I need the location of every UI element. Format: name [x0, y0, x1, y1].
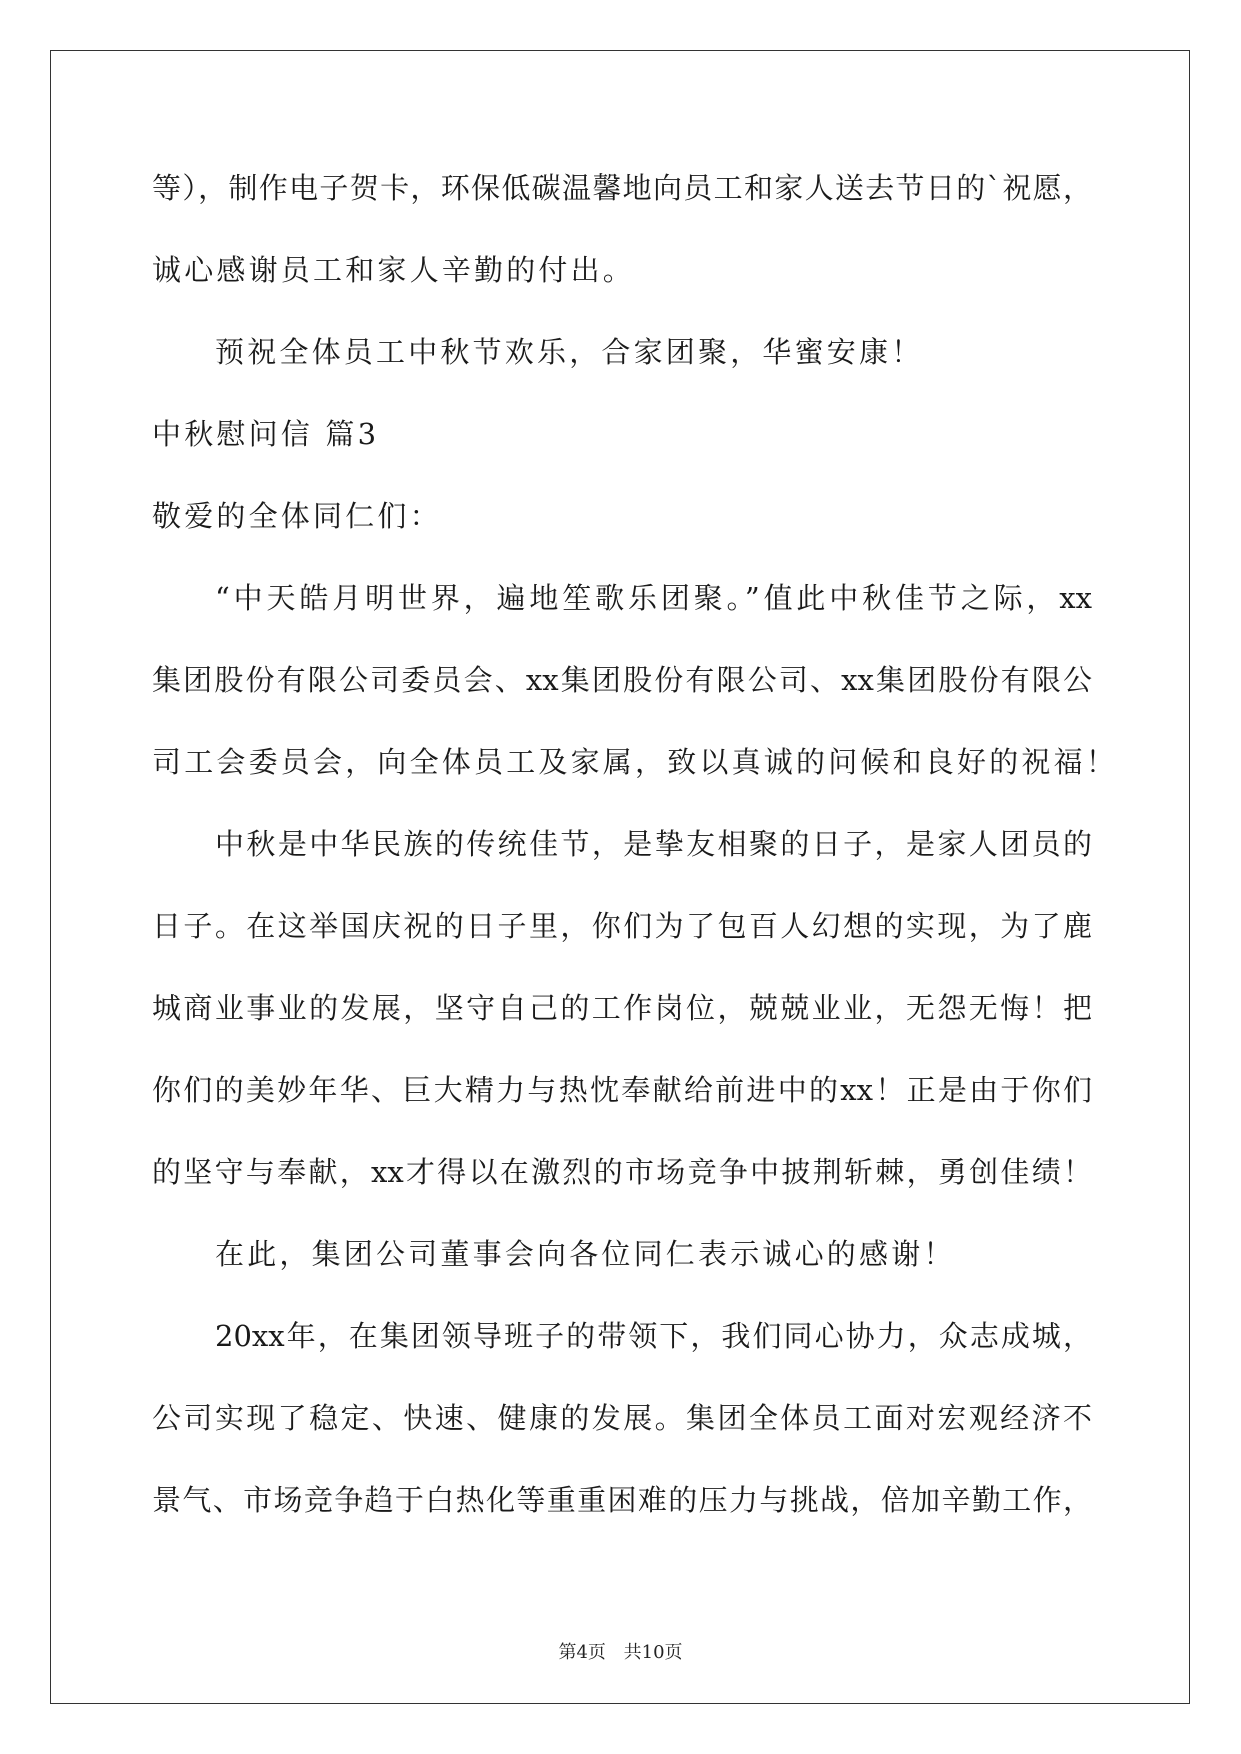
page-number: 第4页 [558, 1642, 606, 1663]
paragraph-line: 公司实现了稳定、快速、健康的发展。集团全体员工面对宏观经济不 [152, 1401, 1092, 1435]
paragraph-line: 诚心感谢员工和家人辛勤的付出。 [152, 253, 636, 287]
salutation: 敬爱的全体同仁们： [152, 499, 442, 533]
paragraph-line: 中秋是中华民族的传统佳节，是挚友相聚的日子，是家人团员的 [215, 827, 1092, 861]
page-total: 共10页 [623, 1642, 683, 1663]
paragraph-line: 集团股份有限公司委员会、xx集团股份有限公司、xx集团股份有限公 [152, 663, 1092, 697]
paragraph-line: 景气、市场竞争趋于白热化等重重困难的压力与挑战，倍加辛勤工作， [152, 1483, 1092, 1517]
paragraph-line: 预祝全体员工中秋节欢乐，合家团聚，华蜜安康！ [215, 335, 924, 369]
paragraph-line: 的坚守与奉献，xx才得以在激烈的市场竞争中披荆斩棘，勇创佳绩！ [152, 1155, 1092, 1189]
paragraph-line: 等），制作电子贺卡，环保低碳温馨地向员工和家人送去节日的`祝愿， [152, 171, 1092, 205]
section-heading: 中秋慰问信 篇3 [152, 417, 380, 451]
paragraph-line: 城商业事业的发展，坚守自己的工作岗位，兢兢业业，无怨无悔！把 [152, 991, 1092, 1025]
document-body [152, 168, 1119, 1562]
paragraph-line: 日子。在这举国庆祝的日子里，你们为了包百人幻想的实现，为了鹿 [152, 909, 1092, 943]
paragraph-line: 你们的美妙年华、巨大精力与热忱奉献给前进中的xx！正是由于你们 [152, 1073, 1092, 1107]
paragraph-line: 司工会委员会，向全体员工及家属，致以真诚的问候和良好的祝福！ [152, 745, 1119, 779]
page-footer [0, 1638, 1241, 1664]
paragraph-line: 20xx年，在集团领导班子的带领下，我们同心协力，众志成城， [215, 1319, 1092, 1353]
paragraph-line: 在此，集团公司董事会向各位同仁表示诚心的感谢！ [215, 1237, 956, 1271]
paragraph-line: “中天皓月明世界，遍地笙歌乐团聚。”值此中秋佳节之际，xx [215, 581, 1092, 615]
